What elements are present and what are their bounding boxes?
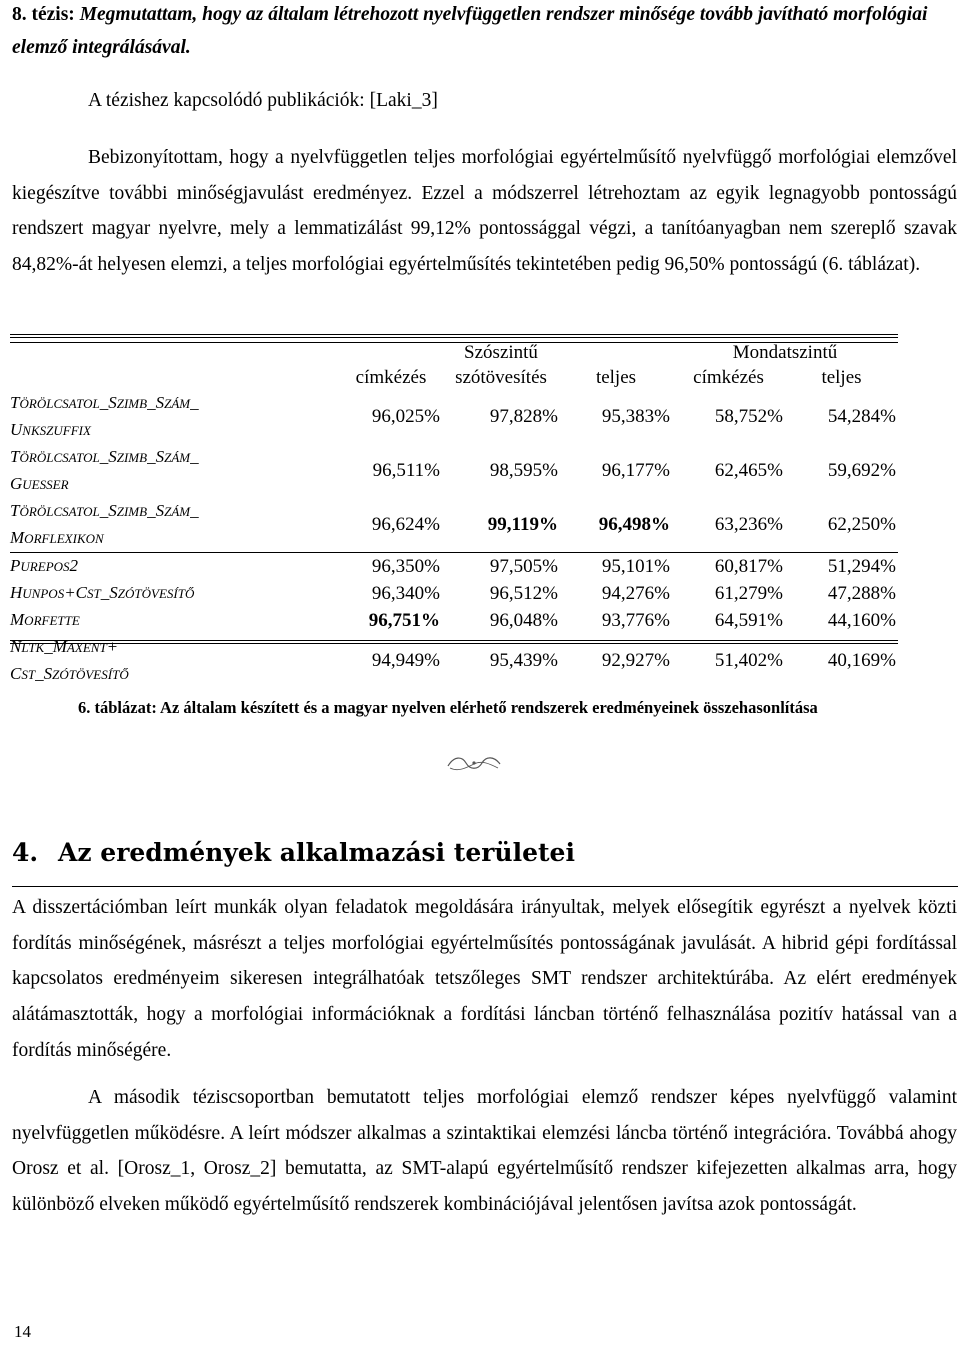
table-cell: 40,169% [827,650,896,671]
thesis-statement [12,0,957,64]
table-cell: 63,236% [714,514,783,535]
table-cell: 95,439% [489,650,558,671]
table-cell: 47,288% [827,582,896,604]
table-cell: 51,402% [714,650,783,671]
section-rule [12,886,958,887]
table-cell: 96,511% [372,460,440,481]
system-name-line1: TÖRÖLCSATOL_SZIMB_SZÁM_ [10,501,199,520]
system-name-line2: MORFLEXIKON [10,528,104,547]
table-cell: 96,751% [368,609,440,631]
header-blank [560,340,672,365]
paragraph-applications-2: A második téziscsoportban bemutatott teljes morfológiai elemző rendszer képes nyelvfüggő valamint nyelvfüggetlen működésre. A leírt módszer alkalmas a szintaktikai elemzési láncba történő integrációra. Továbbá ahogy Orosz et al. [Orosz_1, Orosz_2] bemutatta, az SMT-alapú egyértelműsítő rendszer kifejezetten alkalmas arra, hogy különböző elveken működő egyértelműsítő rendszerek kombinációjával jelentősen javítsa azok pontosságát. [12,1087,957,1216]
system-name-line1: MORFETTE [10,610,80,629]
table-cell: 64,591% [714,609,783,631]
system-name [10,444,340,498]
table-cell: 96,512% [489,582,558,604]
table-cell: 61,279% [714,582,783,604]
system-name-line1: NLTK_MAXENT+ [10,637,119,656]
column-header: címkézés [693,367,764,388]
section-number: 4. [12,838,39,867]
table-cell: 99,119% [487,514,558,535]
section-heading [12,838,575,867]
system-name [10,607,340,634]
thesis-number: 8. tézis: [12,4,75,25]
table-row [10,498,898,553]
header-blank [10,365,340,390]
system-name-line2: CST_SZÓTÖVESÍTŐ [10,664,129,683]
system-name-line1: TÖRÖLCSATOL_SZIMB_SZÁM_ [10,447,199,466]
table-cell: 54,284% [827,406,896,427]
table-cell: 94,276% [601,582,670,604]
table-cell: 96,350% [340,553,442,581]
page-number: 14 [14,1322,31,1341]
table-cell: 59,692% [827,460,896,481]
table-cell: 97,828% [489,406,558,427]
table-cell: 92,927% [601,650,670,671]
table-cell: 95,383% [601,406,670,427]
section-title: Az eredmények alkalmazási területei [58,838,575,867]
table-cell: 93,776% [601,609,670,631]
table-cell: 96,025% [371,406,440,427]
table-cell: 96,340% [371,582,440,604]
table-cell: 97,505% [442,553,560,581]
system-name-line1: TÖRÖLCSATOL_SZIMB_SZÁM_ [10,393,199,412]
table-cell: 62,465% [714,460,783,481]
table-cell: 96,177% [601,460,670,481]
column-header: címkézés [355,367,427,388]
system-name-line1: HUNPOS+CST_SZÓTÖVESÍTŐ [10,583,195,602]
table-row [10,444,898,498]
table-row [10,390,898,444]
group-header-word-level: Szószintű [464,342,538,363]
paragraph-results: Bebizonyítottam, hogy a nyelvfüggetlen teljes morfológiai egyértelműsítő nyelvfüggő morfológiai elemzővel kiegészítve további minőségjavulást eredményez. Ezzel a módszerrel létrehoztam az egyik legnagyobb pontosságú rendszert magyar nyelvre, mely a lemmatizálást 99,12% pontossággal végzi, a tanítóanyagban nem szereplő szavak 84,82%-át helyesen elemzi, a teljes morfológiai egyértelműsítés tekintetében pedig 96,50% pontosságú (6. táblázat). [12,147,957,276]
table-header-rule [10,342,898,343]
table-row [10,553,898,581]
header-blank [10,340,340,365]
table-cell: 60,817% [672,553,785,581]
table-cell: 95,101% [560,553,672,581]
table-cell: 51,294% [785,553,898,581]
table-bottom-rule [10,640,898,644]
header-blank [340,340,442,365]
table-cell: 96,498% [598,514,670,535]
system-name-line2: GUESSER [10,474,69,493]
system-name [10,580,340,607]
table-cell: 62,250% [827,514,896,535]
results-table-grid [10,340,898,688]
ornament-divider-icon [444,752,504,774]
table-cell: 44,160% [827,609,896,631]
paragraph-applications-1: A disszertációmban leírt munkák olyan feladatok megoldására irányultak, melyek elősegítik egyrészt a nyelvek közti fordítás minőségének, másrészt a teljes morfológiai egyértelműsítés pontosságának javulását. A hibrid gépi fordítással kapcsolatos eredményeim sikeresen integrálhatóak tetszőleges SMT rendszer architektúrába. Az elért eredmények alátámasztották, hogy a morfológiai információknak a fordítási láncban történő felhasználása pozitív hatással van a fordítás minőségére. [12,897,957,1061]
system-name [10,498,340,553]
thesis-text: Megmutattam, hogy az általam létrehozott nyelvfüggetlen rendszer minősége tovább javítható morfológiai elemző integrálásával. [12,4,928,58]
group-header-sentence-level: Mondatszintű [732,342,838,363]
system-name-line1: PUREPOS2 [10,556,79,575]
column-header: szótövesítés [455,367,547,388]
related-publications: A tézishez kapcsolódó publikációk: [Laki_3] [88,90,438,111]
table-top-rule [10,334,898,338]
table-row [10,607,898,634]
table-cell: 98,595% [489,460,558,481]
table-caption: 6. táblázat: Az általam készített és a magyar nyelven elérhető rendszerek eredményeinek összehasonlítása [78,698,818,717]
system-name [10,553,340,581]
system-name [10,390,340,444]
column-header: teljes [595,367,637,388]
table-row [10,580,898,607]
table-cell: 58,752% [714,406,783,427]
table-cell: 96,624% [371,514,440,535]
system-name-line2: UNKSZUFFIX [10,420,91,439]
table-cell: 94,949% [371,650,440,671]
table-cell: 96,048% [489,609,558,631]
column-header: teljes [821,367,862,388]
